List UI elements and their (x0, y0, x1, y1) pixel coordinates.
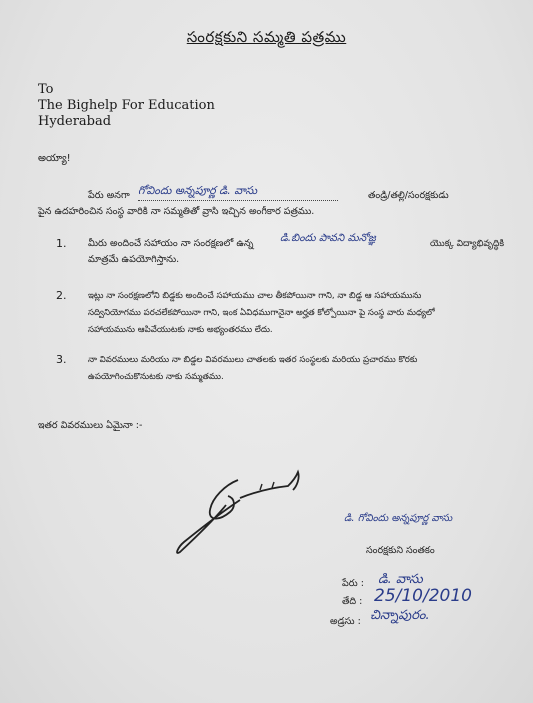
point-1-number: 1. (56, 237, 67, 250)
address-city: Hyderabad (38, 114, 112, 129)
consent-prefix: పేరు అనగా (88, 190, 130, 201)
point-1-text-b: యొక్క విద్యాభివృద్ధికి (430, 239, 505, 249)
child-name-handwritten: డి.బిందు పావని మనోజ్ఞ (280, 232, 376, 244)
point-3-line-2: ఉపయోగించుకొనుటకు నాకు సమ్మతము. (88, 372, 224, 382)
footer-date-label: తేది : (342, 596, 363, 607)
point-2-line-1: ఇట్లు నా సంరక్షణలోని బిడ్డకు అందించే సహాయము చాల తీకపోయినా గాని, నా బిడ్డ ఆ సహాయమును (88, 291, 422, 301)
salutation: అయ్యా! (38, 153, 71, 164)
footer-address-label: అడ్రసు : (330, 616, 361, 627)
footer-name-value: డి. వాసు (378, 572, 423, 587)
signature-name-handwritten: డి. గోవిందు అన్నపూర్ణ వాసు (344, 513, 453, 524)
consent-role: తండ్రి/తల్లి/సంరక్షకుడు (368, 190, 449, 201)
address-organization: The Bighelp For Education (38, 98, 215, 113)
footer-address-value: చిన్నాపురం. (370, 608, 430, 623)
guardian-name-handwritten: గోవిందు అన్నపూర్ణ డి. వాసు (138, 184, 338, 201)
signature-label: సంరక్షకుని సంతకం (366, 545, 435, 556)
point-1-line-2: మాత్రమే ఉపయోగిస్తాను. (88, 254, 180, 265)
other-details-label: ఇతర వివరములు ఏమైనా :- (38, 420, 143, 431)
address-to: To (38, 82, 54, 97)
point-3-number: 3. (56, 353, 67, 366)
footer-date-value: 25/10/2010 (374, 586, 472, 606)
consent-line-2: పైన ఉదహరించిన సంస్థ వారికి నా సమ్మతితో వ్రాసి ఇచ్చిన అంగీకార పత్రము. (38, 206, 315, 217)
footer-name-label: పేరు : (342, 578, 364, 589)
point-2-line-2: సద్వినియోగము పరచలేకపోయినా గాని, ఇంక ఏవిధముగానైనా అర్హత కోల్పోయినా పై సంస్థ వారు మధ్యలో (88, 308, 435, 318)
point-2-line-3: సహాయమును ఆపివేయుటకు నాకు అభ్యంతరము లేదు. (88, 325, 273, 335)
point-2-number: 2. (56, 289, 67, 302)
letter-title: సంరక్షకుని సమ్మతి పత్రము (186, 28, 347, 46)
point-1-text-a: మీరు అందించే సహాయం నా సంరక్షణలో ఉన్న (88, 238, 254, 249)
point-3-line-1: నా వివరములు మరియు నా బిడ్డల వివరములు చాతలకు ఇతర సంస్థలకు మరియు ప్రచారము కొరకు (88, 355, 418, 365)
